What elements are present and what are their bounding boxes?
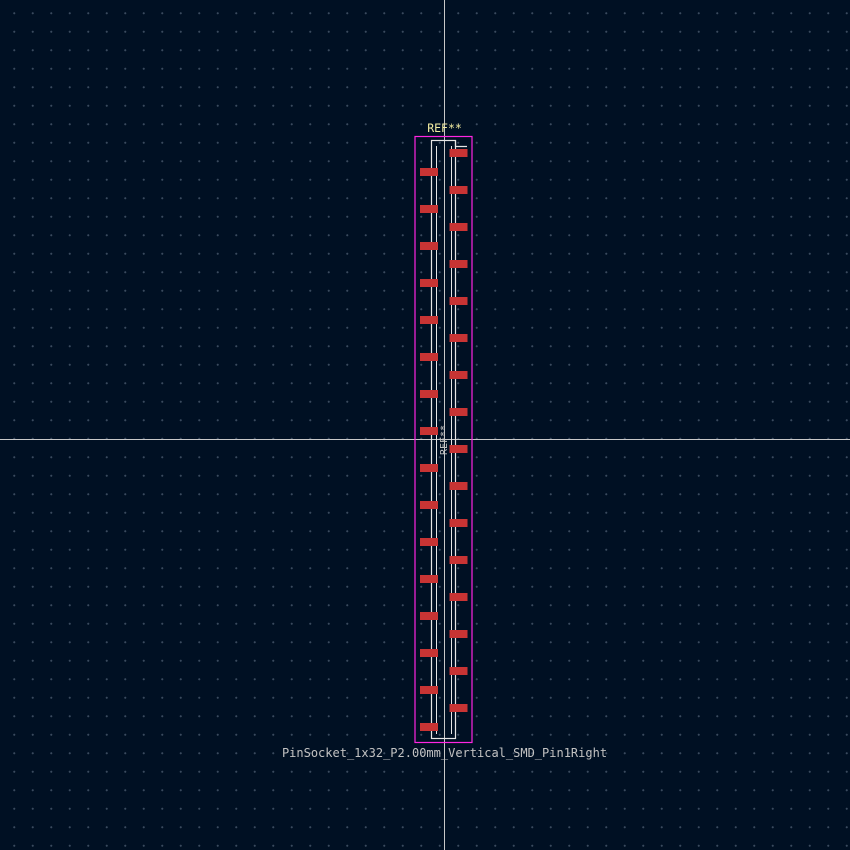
pad-19[interactable] — [450, 482, 468, 490]
pin1-marker — [456, 141, 468, 147]
pad-8[interactable] — [420, 279, 438, 287]
pad-2[interactable] — [420, 168, 438, 176]
pad-21[interactable] — [450, 519, 468, 527]
pad-18[interactable] — [420, 464, 438, 472]
pad-30[interactable] — [420, 686, 438, 694]
pad-9[interactable] — [450, 297, 468, 305]
pad-4[interactable] — [420, 205, 438, 213]
value-label: PinSocket_1x32_P2.00mm_Vertical_SMD_Pin1Right — [281, 746, 608, 760]
pad-24[interactable] — [420, 575, 438, 583]
pad-20[interactable] — [420, 501, 438, 509]
pad-27[interactable] — [450, 630, 468, 638]
pad-3[interactable] — [450, 186, 468, 194]
pad-1[interactable] — [450, 149, 468, 157]
reference-label: REF** — [427, 121, 462, 135]
pad-28[interactable] — [420, 649, 438, 657]
pad-5[interactable] — [450, 223, 468, 231]
pad-10[interactable] — [420, 316, 438, 324]
pad-16[interactable] — [420, 427, 438, 435]
pad-13[interactable] — [450, 371, 468, 379]
pad-14[interactable] — [420, 390, 438, 398]
pad-7[interactable] — [450, 260, 468, 268]
pad-23[interactable] — [450, 556, 468, 564]
pad-32[interactable] — [420, 723, 438, 731]
reference-fab-label: REF** — [439, 424, 450, 456]
pad-12[interactable] — [420, 353, 438, 361]
pad-26[interactable] — [420, 612, 438, 620]
pad-11[interactable] — [450, 334, 468, 342]
pad-6[interactable] — [420, 242, 438, 250]
pad-25[interactable] — [450, 593, 468, 601]
pad-22[interactable] — [420, 538, 438, 546]
pad-29[interactable] — [450, 667, 468, 675]
pad-31[interactable] — [450, 704, 468, 712]
pad-15[interactable] — [450, 408, 468, 416]
pad-17[interactable] — [450, 445, 468, 453]
